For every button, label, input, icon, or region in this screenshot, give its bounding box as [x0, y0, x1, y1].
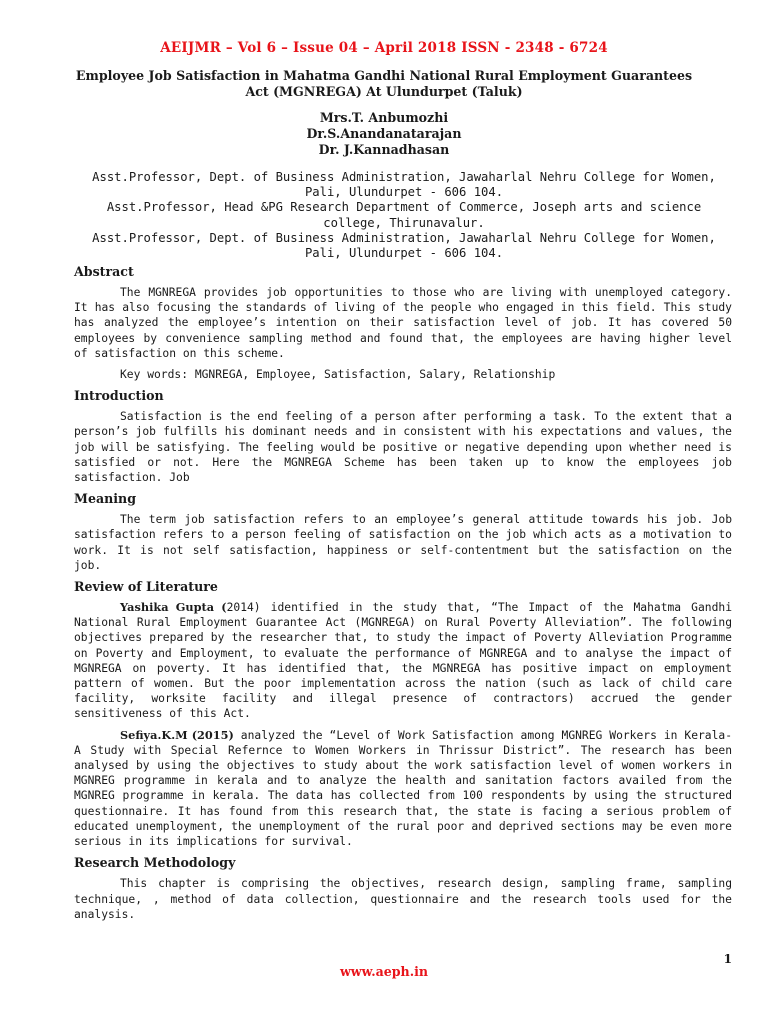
review-text: 2014) identified in the study that, “The Impact of the Mahatma Gandhi National Rural Employment Guarantee Act (MGNREGA) on Rural Poverty Alleviation”. The following objectives prepared by the researcher that, to study the impact of Poverty Alleviation Programme on Poverty and Employment, to evaluate the performance of MGNREGA and to analyse the impact of MGNREGA on poverty. It has identified that, the MGNREGA has positive impact on employment pattern of women. But the poor implementation across the nation (such as lack of child care facility, worksite facility and illegal presence of contractors) accrued the gender sensitiveness of this Act.	[74, 601, 732, 721]
affiliation: Asst.Professor, Dept. of Business Administration, Jawaharlal Nehru College for Women, Pali, Ulundurpet - 606 104.	[92, 170, 716, 200]
section-heading: Review of Literature	[74, 579, 218, 595]
meaning-text: The term job satisfaction refers to an employee’s general attitude towards his job. Job satisfaction refers to a person feeling of satisfaction on the job which acts as a motivation to work. It is not self satisfaction, happiness or self-contentment but the satisfaction on the job.	[74, 513, 732, 572]
meaning-section	[74, 491, 732, 573]
page-number: 1	[723, 952, 732, 966]
review-paragraph	[74, 728, 732, 850]
cited-author: Yashika Gupta (	[120, 600, 227, 615]
methodology-text: This chapter is comprising the objectives, research design, sampling frame, sampling technique, , method of data collection, questionnaire and the research tools used for the analysis.	[74, 877, 732, 921]
section-heading: Meaning	[74, 491, 137, 507]
paper-title: Employee Job Satisfaction in Mahatma Gandhi National Rural Employment Guarantees Act (MGNREGA) At Ulundurpet (Taluk)	[75, 68, 693, 99]
website-link[interactable]: www.aeph.in	[339, 964, 429, 979]
author-name: Dr. J.Kannadhasan	[318, 142, 450, 157]
affiliation-list	[74, 170, 734, 261]
section-heading: Abstract	[74, 264, 134, 279]
review-text: analyzed the “Level of Work Satisfaction among MGNREG Workers in Kerala-A Study with Special Refernce to Women Workers in Thrissur District”. The research has been analysed by using the objectives to study about the work satisfaction level of women workers in MGNREG programme in kerala and to analyze the health and sanitation factors availed from the MGNREG programme in kerala. The data has collected from 100 respondents by using the structured questionnaire. It has found from this research that, the state is facing a serious problem of educated unemployment, the unemployment of the rural poor and deprived sections may be even more serious in its implications for survival.	[74, 728, 733, 849]
abstract-text: The MGNREGA provides job opportunities to those who are living with unemployed category. It has also focusing the standards of living of the people who engaged in this field. This study has analyzed the employee’s intention on their satisfaction level of job. It has covered 50 employees by convenience sampling method and found that, the employees are having higher level of satisfaction on this scheme.	[74, 286, 732, 360]
author-list	[0, 110, 768, 158]
paper-body	[74, 264, 732, 928]
section-heading: Research Methodology	[74, 855, 236, 871]
journal-header: AEIJMR – Vol 6 – Issue 04 – April 2018 ISSN - 2348 - 6724	[160, 40, 608, 56]
keywords-line: Key words: MGNREGA, Employee, Satisfaction, Salary, Relationship	[120, 368, 556, 382]
review-paragraph	[74, 600, 732, 722]
author-name: Dr.S.Anandanatarajan	[306, 126, 462, 141]
introduction-section	[74, 388, 732, 485]
cited-author: Sefiya.K.M (2015)	[120, 727, 234, 742]
affiliation: Asst.Professor, Dept. of Business Administration, Jawaharlal Nehru College for Women, Pali, Ulundurpet - 606 104.	[92, 230, 716, 261]
abstract-section	[74, 264, 732, 382]
section-heading: Introduction	[74, 388, 164, 404]
author-name: Mrs.T. Anbumozhi	[319, 110, 449, 125]
affiliation: Asst.Professor, Head &PG Research Department of Commerce, Joseph arts and science college, Thirunavalur.	[106, 200, 702, 230]
introduction-text: Satisfaction is the end feeling of a person after performing a task. To the extent that a person’s job fulfills his dominant needs and in consistent with his expectations and values, the job will be satisfying. The feeling would be positive or negative depending upon whether need is satisfied or not. Here the MGNREGA Scheme has been taken up to know the employees job satisfaction. Job	[74, 410, 732, 485]
review-section	[74, 579, 732, 849]
methodology-section	[74, 855, 732, 922]
